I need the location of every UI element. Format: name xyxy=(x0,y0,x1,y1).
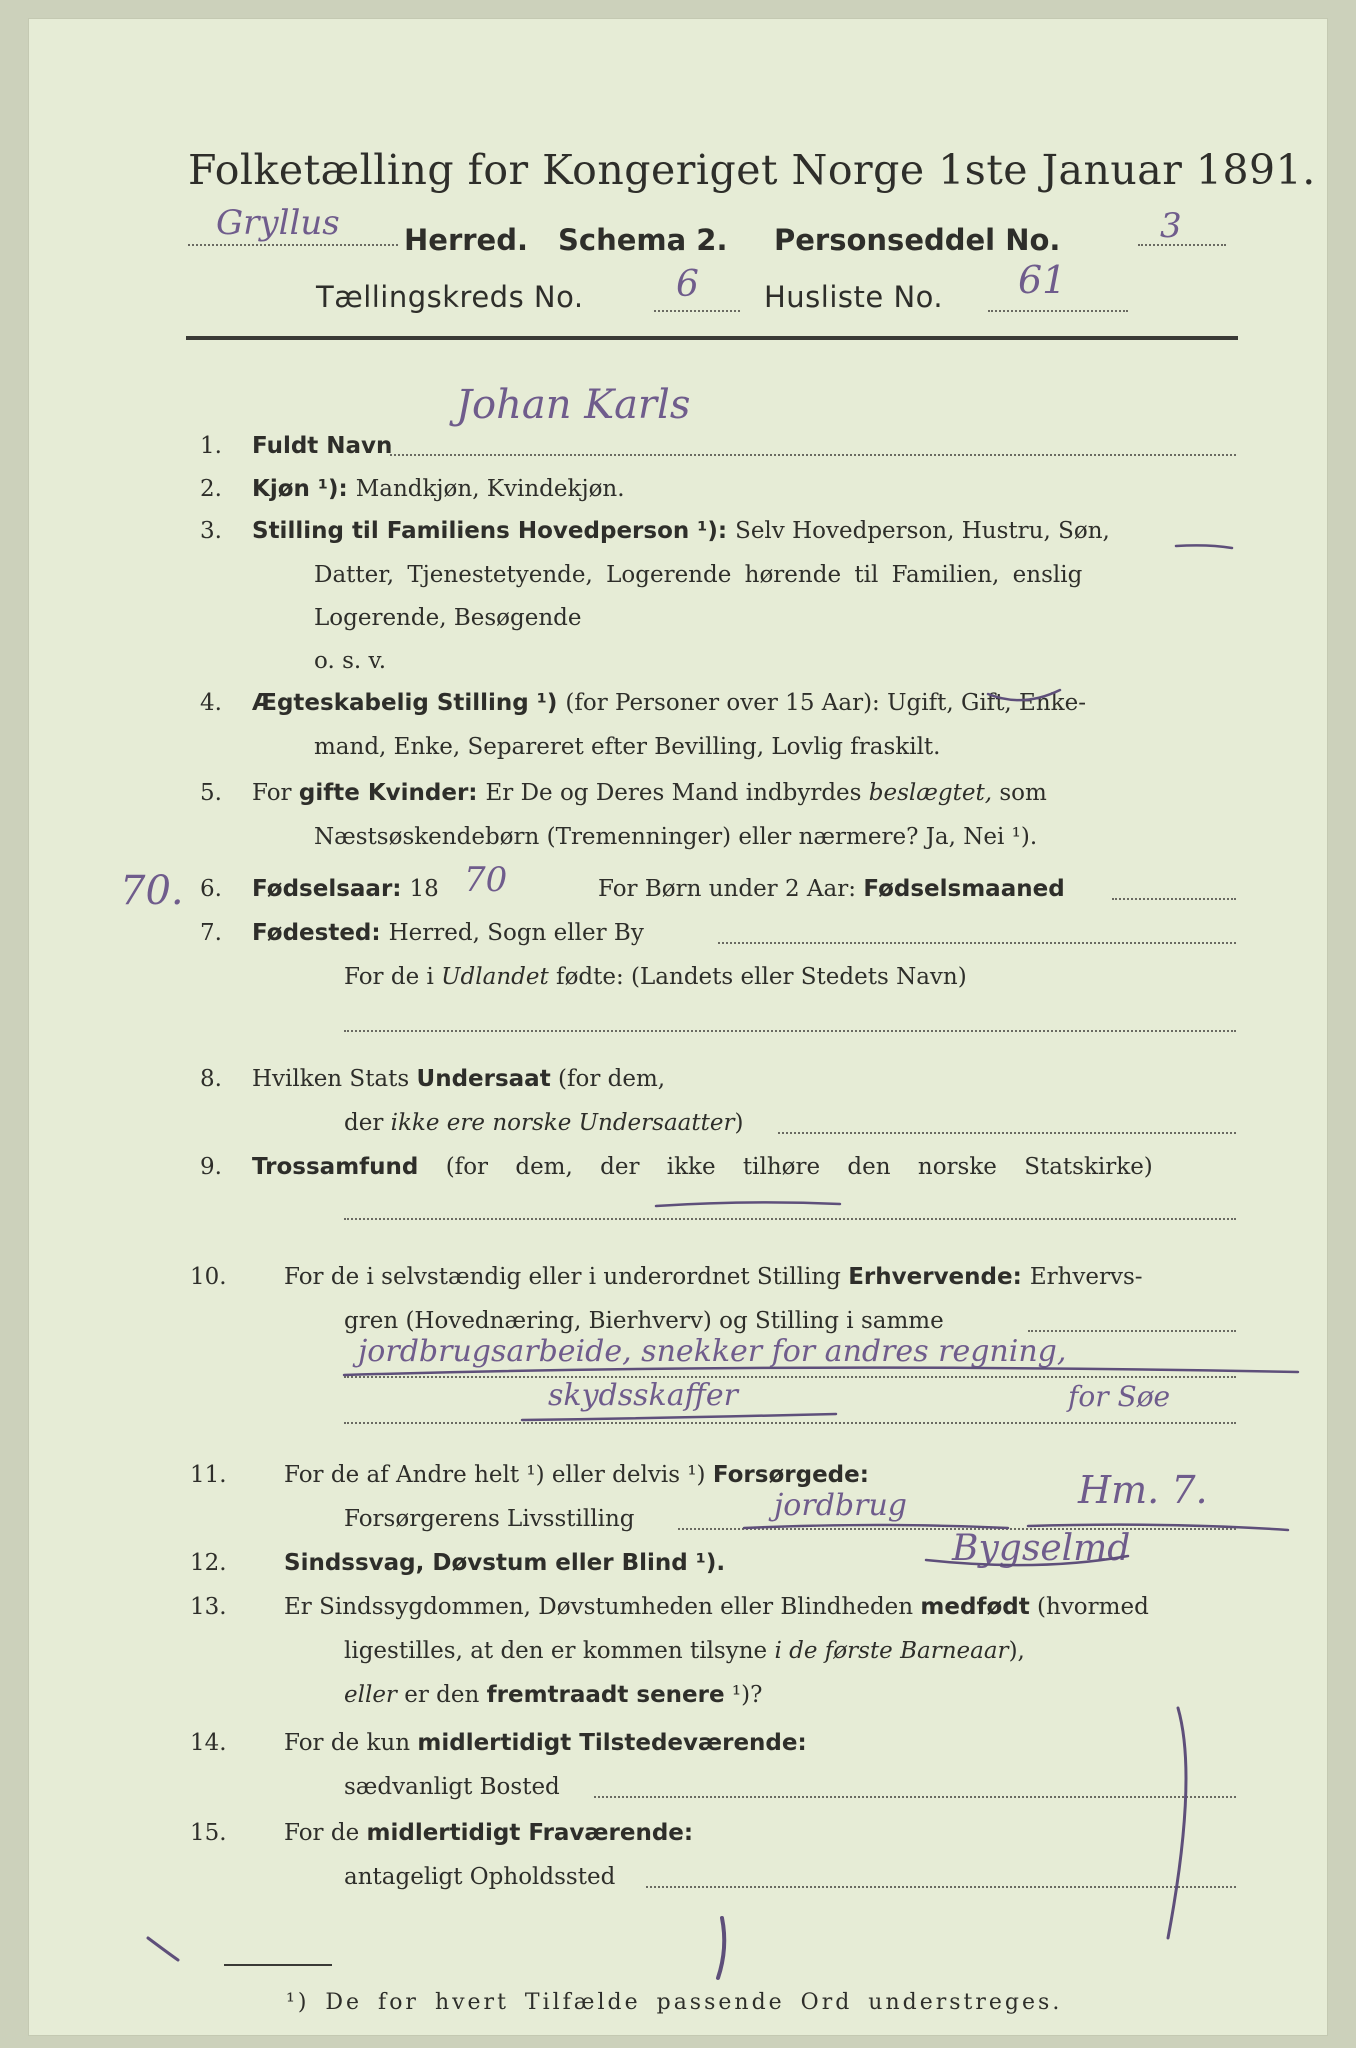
undersaat-line2b: ) xyxy=(734,1110,744,1136)
gifte-label: gifte Kvinder: xyxy=(298,780,486,806)
husliste-label: Husliste No. xyxy=(764,280,944,314)
census-form xyxy=(28,18,1328,2036)
item-number: 14. xyxy=(190,1730,227,1756)
udland-a: For de i xyxy=(344,964,442,990)
forsorgede-label: Forsørgede: xyxy=(712,1462,869,1488)
item-number: 5. xyxy=(200,780,222,806)
medfodt-line2b: ), xyxy=(1008,1638,1025,1664)
udland-italic: Udlandet xyxy=(441,964,549,990)
undersaat-label: Undersaat xyxy=(416,1066,551,1092)
schema-label: Schema 2. xyxy=(558,223,728,257)
kjon-options: Mandkjøn, Kvindekjøn. xyxy=(355,476,625,502)
undersaat-post: (for dem, xyxy=(550,1066,666,1092)
fodested-label: Fødested: xyxy=(252,920,389,946)
forsorgerens-handwritten-2: Hm. 7. xyxy=(1078,1468,1208,1512)
tilstede-label: midlertidigt Tilstedeværende: xyxy=(417,1730,807,1756)
gifte-text-2: Næstsøskendebørn (Tremenninger) eller nærmere? Ja, Nei ¹). xyxy=(314,824,1038,850)
fuldt-navn-label: Fuldt Navn xyxy=(252,433,393,459)
erhverv-label: Erhvervende: xyxy=(848,1264,1030,1290)
fodselsaar-label: Fødselsaar: xyxy=(252,876,410,902)
item-number: 8. xyxy=(200,1066,222,1092)
medfodt-line3a: er den xyxy=(396,1682,487,1708)
stilling-options-1: Selv Hovedperson, Hustru, Søn, xyxy=(735,518,1110,544)
item-number: 1. xyxy=(200,433,222,459)
form-title: Folketælling for Kongeriget Norge 1ste Januar 1891. xyxy=(188,146,1316,194)
fuldt-navn-handwritten: Johan Karls xyxy=(456,382,691,428)
item-number: 13. xyxy=(190,1594,227,1620)
gifte-italic: beslægtet, xyxy=(868,780,993,806)
handwritten-marks xyxy=(28,18,1328,2036)
medfodt-italic: i de første Barneaar xyxy=(774,1638,1009,1664)
forsorgerens-label: Forsørgerens Livsstilling xyxy=(344,1506,635,1532)
item-number: 10. xyxy=(190,1264,227,1290)
sindssvag-handwritten: Bygselmd xyxy=(952,1528,1131,1569)
aegteskab-options-2: mand, Enke, Separeret efter Bevilling, Lovlig fraskilt. xyxy=(314,734,941,760)
item-number: 11. xyxy=(190,1462,227,1488)
herred-label: Herred. xyxy=(404,223,528,257)
stilling-options-4: o. s. v. xyxy=(314,648,387,674)
personseddel-label: Personseddel No. xyxy=(774,223,1061,257)
medfodt-line2a: ligestilles, at den er kommen tilsyne xyxy=(344,1638,775,1664)
item-number: 3. xyxy=(200,518,222,544)
bosted-label: sædvanligt Bosted xyxy=(344,1774,560,1800)
forsorgerens-handwritten-1: jordbrug xyxy=(774,1488,907,1523)
fodselsaar-handwritten: 70 xyxy=(464,860,508,900)
taellingskreds-label: Tællingskreds No. xyxy=(316,280,584,314)
item-number: 2. xyxy=(200,476,222,502)
stilling-options-3: Logerende, Besøgende xyxy=(314,605,582,631)
undersaat-italic: ikke ere norske Undersaatter xyxy=(390,1110,735,1136)
gifte-text-1: Er De og Deres Mand indbyrdes xyxy=(485,780,869,806)
fodselsmaaned-label: Fødselsmaaned xyxy=(863,876,1065,902)
undersaat-line2a: der xyxy=(344,1110,391,1136)
item-number: 9. xyxy=(200,1154,222,1180)
sindssvag-label: Sindssvag, Døvstum eller Blind ¹). xyxy=(284,1550,726,1576)
undersaat-pre: Hvilken Stats xyxy=(252,1066,417,1092)
erhverv-handwritten-3: for Søe xyxy=(1068,1380,1171,1413)
stilling-label: Stilling til Familiens Hovedperson ¹): xyxy=(252,518,736,544)
medfodt-text-end: (hvormed xyxy=(1029,1594,1149,1620)
erhverv-handwritten-1: jordbrugsarbeide, snekker for andres regning, xyxy=(358,1334,1067,1369)
medfodt-eller: eller xyxy=(344,1682,397,1708)
medfodt-fremtraadt: fremtraadt senere xyxy=(486,1682,725,1708)
medfodt-text-1: Er Sindssygdommen, Døvstumheden eller Blindheden xyxy=(284,1594,921,1620)
erhverv-post: Erhvervs- xyxy=(1029,1264,1143,1290)
personseddel-number: 3 xyxy=(1160,206,1182,246)
aegteskab-label: Ægteskabelig Stilling ¹) xyxy=(252,690,566,716)
stilling-options-2: Datter, Tjenestetyende, Logerende hørende til Familien, enslig xyxy=(314,562,1083,588)
trossamfund-label: Trossamfund xyxy=(252,1154,419,1180)
erhverv-handwritten-2: skydsskaffer xyxy=(548,1378,738,1413)
margin-year-note: 70. xyxy=(120,868,184,914)
husliste-number: 61 xyxy=(1018,258,1067,302)
born-text: For Børn under 2 Aar: xyxy=(598,876,864,902)
herred-handwritten: Gryllus xyxy=(216,203,340,243)
taellingskreds-number: 6 xyxy=(676,264,699,305)
aegteskab-options-1: (for Personer over 15 Aar): Ugift, Gift, Enke- xyxy=(565,690,1086,716)
tilstede-pre: For de kun xyxy=(284,1730,418,1756)
footnote: ¹) De for hvert Tilfælde passende Ord understreges. xyxy=(286,1990,1063,2015)
fodested-options: Herred, Sogn eller By xyxy=(388,920,644,946)
forsorgede-pre: For de af Andre helt ¹) eller delvis ¹) xyxy=(284,1462,713,1488)
item-number: 12. xyxy=(190,1550,227,1576)
trossamfund-text: (for dem, der ikke tilhøre den norske Statskirke) xyxy=(418,1154,1153,1180)
item-number: 4. xyxy=(200,690,222,716)
item-number: 7. xyxy=(200,920,222,946)
year-prefix: 18 xyxy=(409,876,439,902)
erhverv-pre: For de i selvstændig eller i underordnet Stilling xyxy=(284,1264,849,1290)
erhverv-line2: gren (Hovednæring, Bierhverv) og Stilling i samme xyxy=(344,1308,944,1334)
opholdssted-label: antageligt Opholdssted xyxy=(344,1864,616,1890)
medfodt-line3b: ¹)? xyxy=(724,1682,763,1708)
gifte-pre: For xyxy=(252,780,299,806)
gifte-text-end: som xyxy=(992,780,1047,806)
item-number: 15. xyxy=(190,1820,227,1846)
fravaerende-label: midlertidigt Fraværende: xyxy=(366,1820,694,1846)
fravaerende-pre: For de xyxy=(284,1820,367,1846)
medfodt-label: medfødt xyxy=(920,1594,1030,1620)
udland-b: fødte: (Landets eller Stedets Navn) xyxy=(548,964,967,990)
kjon-label: Kjøn ¹): xyxy=(252,476,356,502)
item-number: 6. xyxy=(200,876,222,902)
